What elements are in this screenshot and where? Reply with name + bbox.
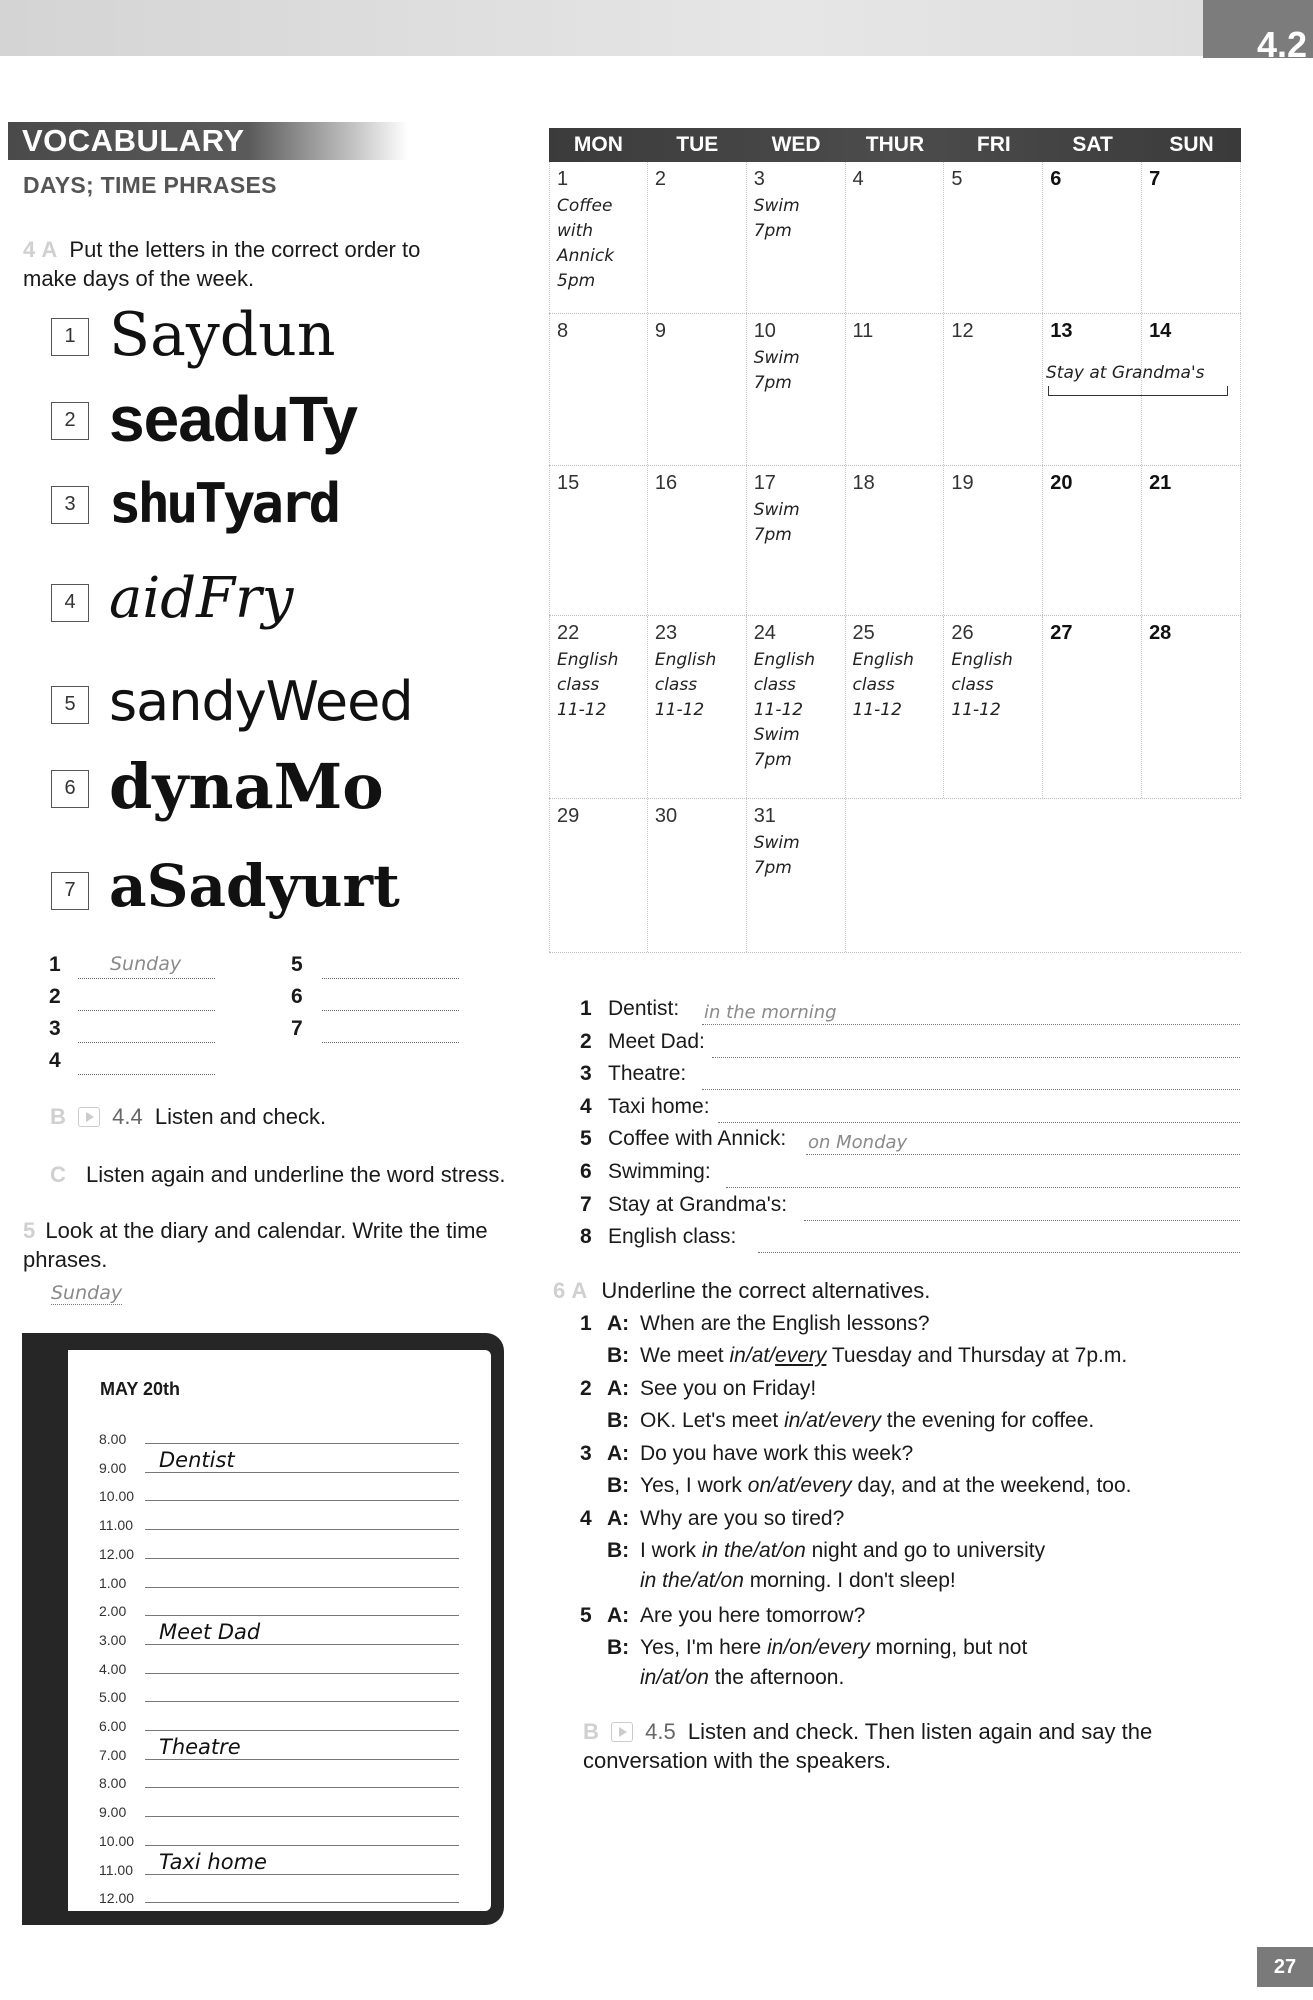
calendar-date: 23 xyxy=(654,622,678,644)
calendar-week xyxy=(549,616,1241,799)
diary-entry: Dentist xyxy=(159,1447,235,1472)
calendar-day-cell xyxy=(1142,466,1241,615)
calendar-day-cell xyxy=(846,466,945,615)
diary-time: 7.00 xyxy=(99,1746,127,1763)
speaker-a-label: A: xyxy=(607,1442,630,1465)
calendar-day-header: SUN xyxy=(1169,133,1214,156)
calendar-day-header: TUE xyxy=(676,133,719,156)
speaker-b-label: B: xyxy=(607,1474,630,1497)
diary-row xyxy=(99,1877,459,1906)
speaker-a-label: A: xyxy=(607,1377,630,1400)
alternatives-choice[interactable]: in the/at/on xyxy=(701,1539,806,1562)
calendar-day-cell xyxy=(1142,162,1241,313)
instruction-text: Listen and check. Then listen again and say the conversation with the speakers. xyxy=(583,1719,1153,1773)
line-text: Yes, I'm here xyxy=(640,1636,767,1659)
line-text: morning. I don't sleep! xyxy=(743,1569,956,1592)
calendar-day-cell xyxy=(648,314,747,465)
calendar-date: 4 xyxy=(852,168,864,190)
answer-field[interactable] xyxy=(702,1089,1240,1090)
calendar-week xyxy=(549,799,1241,953)
answer-field[interactable] xyxy=(78,953,215,979)
answer-field[interactable] xyxy=(78,1049,215,1075)
instruction-text: Look at the diary and calendar. Write the time phrases. xyxy=(23,1218,488,1272)
diary-page xyxy=(68,1350,491,1911)
diary-row xyxy=(99,1791,459,1820)
speaker-a-label: A: xyxy=(607,1604,630,1627)
word-number-box: 6 xyxy=(51,770,89,808)
calendar-day-cell xyxy=(1043,616,1142,798)
word-number-box: 2 xyxy=(51,402,89,440)
alternatives-choice[interactable]: in/at/on xyxy=(640,1666,709,1689)
alternatives-choice[interactable]: in/at/every xyxy=(729,1344,827,1367)
track-number: 4.4 xyxy=(112,1104,143,1129)
answer-number: 7 xyxy=(291,1017,303,1040)
diary-entry: Taxi home xyxy=(159,1849,267,1874)
calendar-date: 12 xyxy=(951,320,974,342)
calendar-date: 11 xyxy=(852,320,874,342)
calendar-day-header: SAT xyxy=(1072,133,1113,156)
speaker-a-label: A: xyxy=(607,1507,630,1530)
speaker-b-line xyxy=(640,1474,1132,1498)
calendar-span-note: Stay at Grandma's xyxy=(1046,363,1205,383)
calendar-date: 16 xyxy=(654,472,678,494)
calendar-date: 20 xyxy=(1050,472,1073,494)
speaker-a-line: Are you here tomorrow? xyxy=(640,1604,866,1627)
diary-row xyxy=(99,1447,459,1476)
calendar-day-cell xyxy=(1142,616,1241,798)
section-heading: VOCABULARY xyxy=(8,122,408,160)
calendar-day-cell xyxy=(1043,799,1142,952)
calendar-date: 18 xyxy=(852,472,875,494)
diary xyxy=(22,1333,504,1925)
calendar-date: 3 xyxy=(753,168,765,190)
calendar-note: English class 11-12 xyxy=(852,650,914,720)
diary-line xyxy=(145,1443,459,1444)
calendar-day-header: WED xyxy=(771,133,821,156)
item-label: Stay at Grandma's: xyxy=(608,1192,788,1216)
exercise-number: 5 xyxy=(23,1218,36,1243)
calendar-date: 31 xyxy=(753,805,776,827)
diary-date: MAY 20th xyxy=(100,1379,181,1399)
item-label: English class: xyxy=(608,1225,737,1249)
dialogue-number: 2 xyxy=(580,1377,592,1400)
dialogue-number: 1 xyxy=(580,1312,592,1335)
alternatives-choice[interactable]: in the/at/on xyxy=(640,1569,744,1592)
diary-line xyxy=(145,1615,459,1616)
diary-time: 9.00 xyxy=(99,1459,127,1476)
answer-field[interactable] xyxy=(322,1017,459,1043)
section-subheading: DAYS; TIME PHRASES xyxy=(23,172,277,198)
diary-row xyxy=(99,1820,459,1849)
calendar-note: English class 11-12 xyxy=(951,650,1013,720)
time-phrase-item xyxy=(580,1160,1240,1192)
instruction-text: Listen and check. xyxy=(154,1104,327,1129)
diary-time: 10.00 xyxy=(99,1832,135,1849)
speaker-a-line: When are the English lessons? xyxy=(640,1312,930,1335)
speaker-b-line xyxy=(640,1539,1045,1563)
word-number-box: 7 xyxy=(51,872,89,910)
span-bracket xyxy=(1048,386,1228,396)
diary-line xyxy=(145,1816,459,1817)
diary-row xyxy=(99,1676,459,1705)
answer-number: 3 xyxy=(49,1017,61,1040)
calendar-day-cell xyxy=(549,314,648,465)
instruction-text: Underline the correct alternatives. xyxy=(601,1278,931,1303)
item-number: 4 xyxy=(580,1094,592,1118)
diary-entry: Meet Dad xyxy=(159,1619,261,1644)
unit-tab: 4.2 xyxy=(1203,0,1313,58)
diary-row xyxy=(99,1590,459,1619)
diary-line xyxy=(145,1845,459,1846)
calendar-day-cell xyxy=(747,314,846,465)
item-number: 1 xyxy=(580,997,592,1020)
diary-line xyxy=(145,1500,459,1501)
word-number-box: 1 xyxy=(51,318,89,356)
answer-number: 2 xyxy=(49,985,61,1008)
speaker-b-line-cont xyxy=(640,1666,844,1690)
answer-field[interactable] xyxy=(804,1220,1240,1221)
calendar-note: Swim 7pm xyxy=(753,348,800,393)
track-number: 4.5 xyxy=(645,1719,676,1744)
calendar-date: 7 xyxy=(1149,168,1161,190)
line-text: OK. Let's meet xyxy=(640,1409,785,1432)
diary-line xyxy=(145,1787,459,1788)
calendar-date: 30 xyxy=(654,805,678,827)
calendar-week xyxy=(549,162,1241,314)
diary-line xyxy=(145,1587,459,1588)
scrambled-word: sandyWeed xyxy=(109,670,413,733)
scrambled-word: aSadyurt xyxy=(109,852,400,920)
diary-time: 5.00 xyxy=(99,1689,127,1706)
time-phrase-item xyxy=(580,1062,1240,1094)
exercise-4a-instruction xyxy=(23,235,473,293)
calendar-day-cell xyxy=(648,799,747,952)
exercise-4b-instruction xyxy=(50,1102,326,1131)
line-text: the afternoon. xyxy=(708,1666,845,1689)
diary-time: 6.00 xyxy=(99,1718,127,1734)
line-text: I work xyxy=(640,1539,702,1562)
calendar-date: 2 xyxy=(654,168,666,190)
item-label: Theatre: xyxy=(608,1062,687,1086)
diary-line xyxy=(145,1730,459,1731)
calendar-day-header: MON xyxy=(573,133,623,156)
answer-value: on Monday xyxy=(808,1132,908,1154)
calendar-date: 21 xyxy=(1149,472,1172,494)
word-number-box: 3 xyxy=(51,486,89,524)
word-number-box: 4 xyxy=(51,584,89,622)
time-phrase-item xyxy=(580,1225,1240,1257)
calendar-date: 10 xyxy=(753,320,776,342)
calendar-week xyxy=(549,466,1241,616)
calendar-date: 17 xyxy=(753,472,776,494)
diary-row xyxy=(99,1705,459,1734)
line-text: morning, but not xyxy=(869,1636,1028,1659)
diary-row xyxy=(99,1504,459,1533)
diary-time: 8.00 xyxy=(99,1775,127,1792)
item-number: 7 xyxy=(580,1192,592,1216)
diary-line xyxy=(145,1673,459,1674)
alternatives-choice[interactable]: in/on/every xyxy=(766,1636,870,1659)
diary-row xyxy=(99,1475,459,1504)
diary-row xyxy=(99,1849,459,1878)
answer-field[interactable] xyxy=(702,1024,1240,1025)
top-banner xyxy=(0,0,1313,56)
item-number: 8 xyxy=(580,1225,592,1249)
calendar-date: 19 xyxy=(951,472,974,494)
diary-row xyxy=(99,1562,459,1591)
exercise-letter: B xyxy=(583,1719,599,1744)
calendar-day-cell xyxy=(1142,799,1241,952)
calendar-date: 22 xyxy=(557,622,580,644)
answer-number: 5 xyxy=(291,953,303,976)
speaker-a-line: Why are you so tired? xyxy=(640,1507,845,1530)
calendar-date: 15 xyxy=(557,472,580,494)
time-phrase-item xyxy=(580,1127,1240,1159)
diary-time: 12.00 xyxy=(99,1545,135,1562)
item-number: 3 xyxy=(580,1062,592,1086)
calendar-date: 6 xyxy=(1050,168,1062,190)
calendar-note: English class 11-12 xyxy=(654,650,717,720)
item-number: 2 xyxy=(580,1029,592,1053)
calendar-day-cell xyxy=(944,616,1043,798)
speaker-b-line xyxy=(640,1409,1094,1433)
diary-time: 11.00 xyxy=(99,1517,133,1534)
answer-value: in the morning xyxy=(704,1002,837,1023)
answer-field[interactable] xyxy=(78,985,215,1011)
calendar-date: 5 xyxy=(951,168,963,190)
word-number-box: 5 xyxy=(51,686,89,724)
line-text: We meet xyxy=(640,1344,730,1367)
exercise-number: 6 xyxy=(553,1278,566,1303)
answer-value: Sunday xyxy=(110,953,182,975)
audio-play-icon[interactable] xyxy=(611,1722,633,1742)
calendar-header xyxy=(549,128,1241,162)
diary-row xyxy=(99,1619,459,1648)
dialogue-number: 3 xyxy=(580,1442,592,1465)
speaker-b-line xyxy=(640,1636,1027,1660)
answer-number: 4 xyxy=(49,1049,61,1072)
exercise-6a-instruction xyxy=(553,1276,930,1305)
calendar-day-cell xyxy=(648,162,747,313)
alternatives-choice[interactable]: in/at/every xyxy=(784,1409,881,1432)
time-phrase-item xyxy=(580,997,1240,1029)
calendar-date: 9 xyxy=(654,320,666,342)
calendar-day-cell xyxy=(846,799,945,952)
diary-row xyxy=(99,1734,459,1763)
scrambled-word: dynaMo xyxy=(109,750,384,823)
alternatives-choice[interactable]: on/at/every xyxy=(747,1474,852,1497)
item-label: Meet Dad: xyxy=(608,1029,705,1053)
time-phrase-item xyxy=(580,1095,1240,1127)
diary-line xyxy=(145,1902,459,1903)
diary-line xyxy=(145,1701,459,1702)
calendar-day-cell xyxy=(944,314,1043,465)
calendar-day-cell xyxy=(846,314,945,465)
dialogue-number: 5 xyxy=(580,1604,592,1627)
time-phrase-item xyxy=(580,1030,1240,1062)
exercise-letter: A xyxy=(571,1278,588,1303)
calendar-day-header: FRI xyxy=(976,133,1011,156)
answer-field[interactable] xyxy=(322,953,459,979)
answer-field[interactable] xyxy=(758,1252,1240,1253)
calendar-date: 14 xyxy=(1149,320,1172,342)
exercise-letter: C xyxy=(50,1162,66,1187)
speaker-a-label: A: xyxy=(607,1312,630,1335)
calendar-note: Swim 7pm xyxy=(753,833,800,878)
scrambled-word: aidFry xyxy=(109,566,294,631)
answer-field[interactable] xyxy=(806,1154,1240,1155)
exercise-4c-instruction xyxy=(50,1160,506,1189)
diary-row xyxy=(99,1762,459,1791)
diary-row xyxy=(99,1648,459,1677)
calendar-day-cell xyxy=(648,616,747,798)
calendar-note: English class 11-12 Swim 7pm xyxy=(753,650,816,770)
item-number: 6 xyxy=(580,1160,592,1183)
calendar-date: 29 xyxy=(557,805,580,827)
speaker-b-label: B: xyxy=(607,1409,630,1432)
item-label: Taxi home: xyxy=(608,1094,710,1118)
calendar-date: 24 xyxy=(753,622,776,644)
speaker-b-label: B: xyxy=(607,1539,630,1562)
line-text: night and go to university xyxy=(805,1539,1046,1562)
diary-line xyxy=(145,1874,459,1875)
calendar-day-cell xyxy=(944,799,1043,952)
diary-line xyxy=(145,1644,459,1645)
diary-time: 12.00 xyxy=(99,1890,135,1907)
diary-time: 9.00 xyxy=(99,1804,127,1821)
diary-entry: Theatre xyxy=(159,1734,241,1759)
calendar-date: 13 xyxy=(1050,320,1073,342)
exercise-6b-instruction xyxy=(583,1717,1223,1775)
audio-play-icon[interactable] xyxy=(78,1107,100,1127)
calendar-day-cell xyxy=(747,466,846,615)
exercise-letter: A xyxy=(41,237,58,262)
diary-time: 10.00 xyxy=(99,1488,135,1505)
calendar-note: Swim 7pm xyxy=(753,500,800,545)
answer-field[interactable] xyxy=(726,1187,1240,1188)
speaker-a-line: Do you have work this week? xyxy=(640,1442,914,1465)
item-label: Coffee with Annick: xyxy=(608,1127,787,1151)
diary-time: 4.00 xyxy=(99,1660,127,1677)
diary-time: 2.00 xyxy=(99,1603,127,1620)
calendar-day-cell xyxy=(747,799,846,952)
calendar-note: Swim 7pm xyxy=(753,196,800,241)
answer-field[interactable] xyxy=(322,985,459,1011)
dialogue-number: 4 xyxy=(580,1507,592,1530)
time-phrase-item xyxy=(580,1193,1240,1225)
scrambled-word: shuTyard xyxy=(109,472,338,535)
speaker-b-label: B: xyxy=(607,1636,630,1659)
exercise-5-instruction xyxy=(23,1216,493,1274)
calendar-date: 26 xyxy=(951,622,974,644)
diary-row xyxy=(99,1533,459,1562)
calendar-day-cell xyxy=(549,616,648,798)
calendar-day-cell xyxy=(549,466,648,615)
calendar-day-cell xyxy=(549,799,648,952)
instruction-text: Put the letters in the correct order to make days of the week. xyxy=(23,237,421,291)
item-label: Swimming: xyxy=(608,1160,711,1183)
calendar xyxy=(549,128,1241,953)
calendar-day-cell xyxy=(747,616,846,798)
speaker-b-line xyxy=(640,1344,1127,1368)
calendar-day-cell xyxy=(549,162,648,313)
line-text: day, and at the weekend, too. xyxy=(851,1474,1132,1497)
speaker-b-label: B: xyxy=(607,1344,630,1367)
diary-time: 11.00 xyxy=(99,1861,133,1878)
line-text: Tuesday and Thursday at 7p.m. xyxy=(826,1344,1128,1367)
speaker-a-line: See you on Friday! xyxy=(640,1377,817,1400)
diary-line xyxy=(145,1759,459,1760)
speaker-b-line-cont xyxy=(640,1569,956,1593)
exercise-letter: B xyxy=(50,1104,66,1129)
exercise-number: 4 xyxy=(23,237,36,262)
answer-field[interactable] xyxy=(78,1017,215,1043)
calendar-date: 27 xyxy=(1050,622,1073,644)
calendar-day-cell xyxy=(944,466,1043,615)
diary-line xyxy=(145,1472,459,1473)
calendar-day-cell xyxy=(1043,466,1142,615)
page-number: 27 xyxy=(1257,1947,1313,1987)
calendar-day-header: THUR xyxy=(865,133,925,156)
scrambled-word: seaduTy xyxy=(109,383,357,455)
calendar-day-cell xyxy=(846,162,945,313)
calendar-day-cell xyxy=(648,466,747,615)
diary-time: 8.00 xyxy=(99,1431,127,1447)
answer-number: 6 xyxy=(291,985,303,1008)
answer-number: 1 xyxy=(49,953,61,976)
calendar-date: 25 xyxy=(852,622,875,644)
calendar-date: 1 xyxy=(557,168,569,190)
calendar-note: Coffee with Annick 5pm xyxy=(557,196,615,291)
answer-field[interactable] xyxy=(712,1057,1240,1058)
calendar-note: English class 11-12 xyxy=(557,650,619,720)
scrambled-word: Saydun xyxy=(109,300,336,370)
calendar-day-cell xyxy=(846,616,945,798)
instruction-text: Listen again and underline the word stress. xyxy=(86,1162,506,1187)
line-text: Yes, I work xyxy=(640,1474,748,1497)
diary-line xyxy=(145,1558,459,1559)
diary-row xyxy=(99,1418,459,1447)
calendar-date: 8 xyxy=(557,320,569,342)
calendar-day-cell xyxy=(1043,162,1142,313)
calendar-date: 28 xyxy=(1149,622,1172,644)
calendar-day-cell xyxy=(944,162,1043,313)
diary-time: 1.00 xyxy=(99,1574,127,1591)
item-number: 5 xyxy=(580,1127,592,1151)
item-label: Dentist: xyxy=(608,997,680,1020)
line-text: the evening for coffee. xyxy=(880,1409,1095,1432)
answer-field[interactable] xyxy=(718,1122,1240,1123)
diary-time: 3.00 xyxy=(99,1631,127,1648)
example-answer: Sunday xyxy=(51,1282,123,1304)
diary-line xyxy=(145,1529,459,1530)
calendar-day-cell xyxy=(747,162,846,313)
